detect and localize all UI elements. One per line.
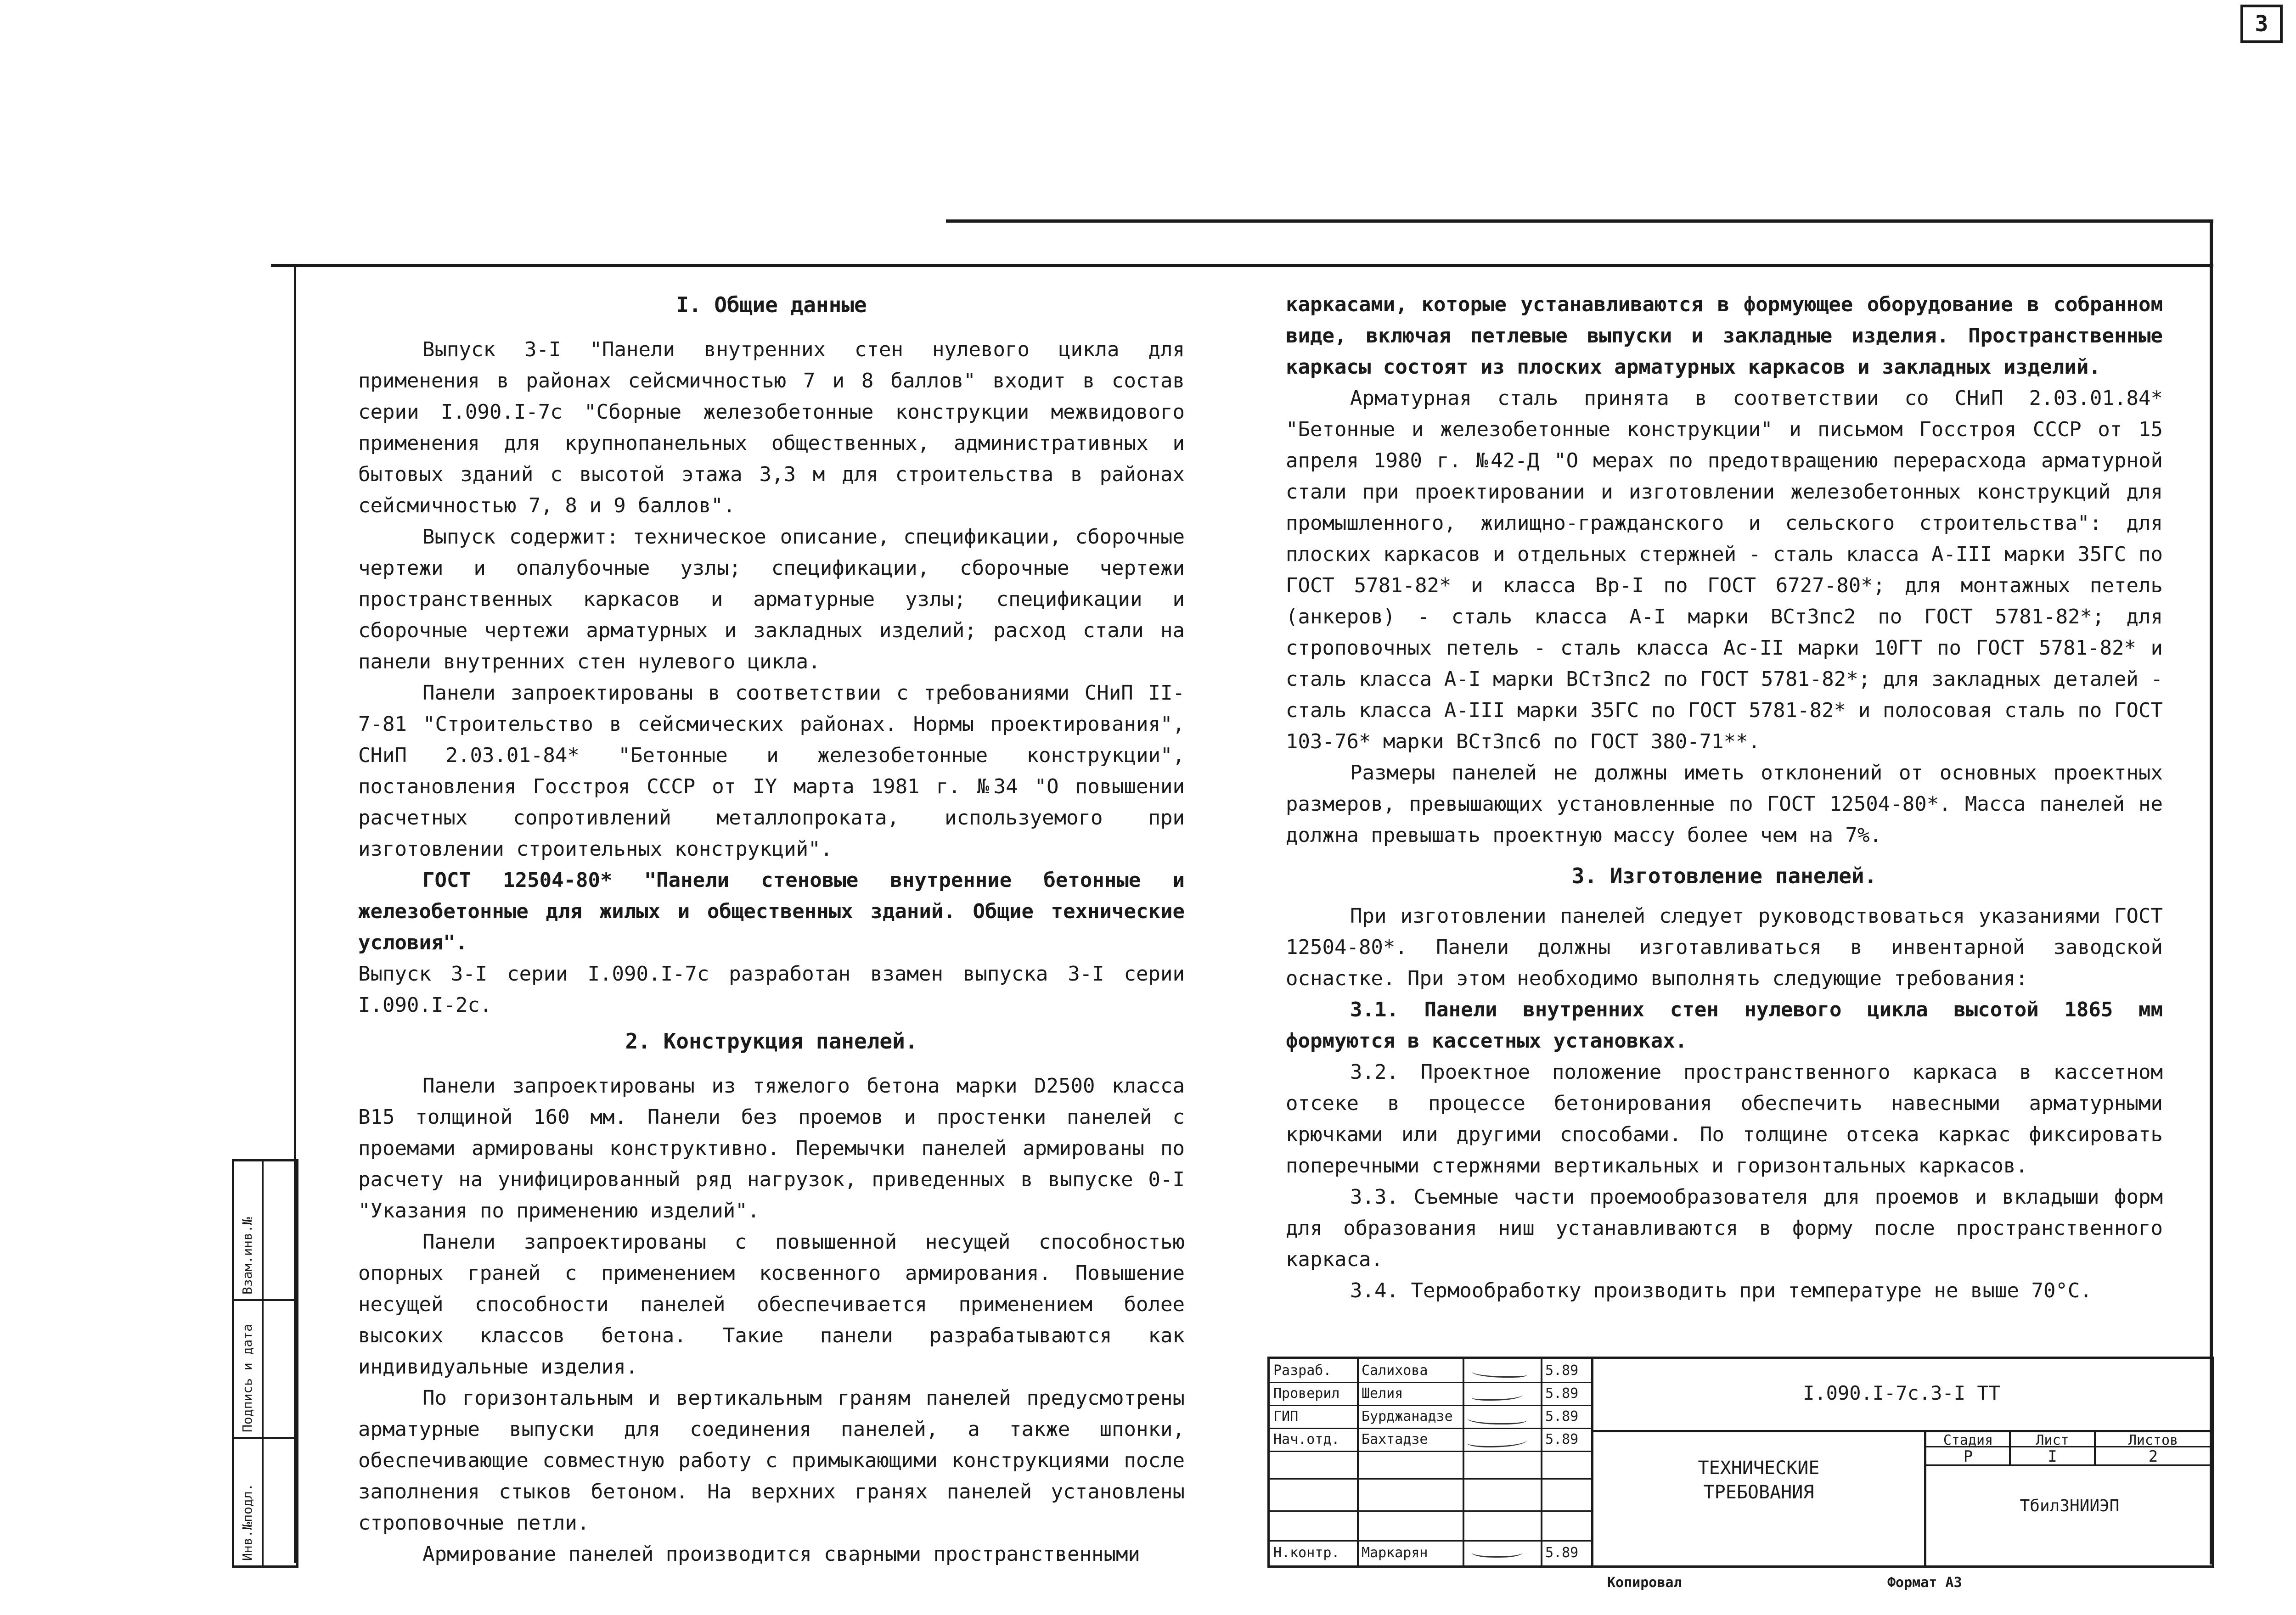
paragraph: Арматурная сталь принята в соответствии со СНиП 2.03.01.84* "Бетонные и железобетонные конструкции" и письмом Госстроя СССР от 15 апреля 1980 г. №42-Д "О мерах по предотвращению перерасхода арматурной стали при проектировании и изготовлении железобетонных конструкций для промышленного, жилищно-гражданского и сельского строительства": для плоских каркасов и отдельных стержней - сталь класса А-III марки 35ГС по ГОСТ 5781-82* и класса Вр-I по ГОСТ 6727-80*; для монтажных петель (анкеров) - сталь класса А-I марки ВСт3пс2 по ГОСТ 5781-82*; для строповочных петель - сталь класса Ас-II марки 10ГТ по ГОСТ 5781-82* и сталь класса А-I марки ВСт3пс2 по ГОСТ 5781-82*; для закладных деталей - сталь класса А-III марки 35ГС по ГОСТ 5781-82* и полосовая сталь по ГОСТ 103-76* марки ВСт3пс6 по ГОСТ 380-71**. <box>1286 387 2163 753</box>
side-label-inv-original: Инв.№подл. <box>240 1483 255 1561</box>
format-label: Формат А3 <box>1887 1575 1962 1591</box>
paragraph: При изготовлении панелей следует руководствоваться указаниями ГОСТ 12504-80*. Панели должны изготавливаться в инвентарной заводской оснастке. При этом необходимо выполнять следующие требования: <box>1286 904 2163 990</box>
top-border-short <box>946 219 2213 223</box>
right-column <box>1286 289 2163 1307</box>
drawing-designation: I.090.I-7с.3-I ТТ <box>1803 1382 2000 1404</box>
date-cell: 5.89 <box>1545 1385 1579 1402</box>
sheets-label: Листов <box>2128 1432 2178 1448</box>
name-cell: Салихова <box>1362 1363 1428 1379</box>
paragraph: 3.4. Термообработку производить при температуре не выше 70°С. <box>1350 1279 2092 1302</box>
organization-name: ТбилЗНИИЭП <box>2020 1497 2120 1515</box>
name-cell: Бурджанадзе <box>1362 1408 1453 1424</box>
title-block <box>1267 1357 2214 1568</box>
paragraph: Размеры панелей не должны иметь отклонений от основных проектных размеров, превышающих установленные по ГОСТ 12504-80*. Масса панелей не должна превышать проектную массу более чем на 7%. <box>1286 761 2163 847</box>
top-border-long <box>271 264 2213 267</box>
paragraph: Выпуск содержит: техническое описание, спецификации, сборочные чертежи и опалубочные узлы; спецификации, сборочные чертежи пространственных каркасов и арматурные узлы; спецификации и сборочные чертежи арматурных и закладных изделий; расход стали на панели внутренних стен нулевого цикла. <box>358 525 1185 673</box>
paragraph: каркасами, которые устанавливаются в формующее оборудование в собранном виде, включая петлевые выпуски и закладные изделия. Пространственные каркасы состоят из плоских арматурных каркасов и закладных изделий. <box>1286 293 2163 379</box>
paragraph: 3.3. Съемные части проемообразователя для проемов и вкладыши форм для образования ниш устанавливаются в форму после пространственного каркаса. <box>1286 1185 2163 1271</box>
paragraph: Армирование панелей производится сварными пространственными <box>422 1542 1140 1566</box>
date-cell: 5.89 <box>1545 1408 1579 1424</box>
role-cell: Разраб. <box>1273 1363 1332 1379</box>
paragraph: 3.1. Панели внутренних стен нулевого цикла высотой 1865 мм формуются в кассетных установках. <box>1286 998 2163 1053</box>
side-stamp <box>232 1159 298 1568</box>
paragraph: ГОСТ 12504-80* "Панели стеновые внутренние бетонные и железобетонные для жилых и общественных зданий. Общие технические условия". <box>358 869 1185 954</box>
drawing-title-line2: ТРЕБОВАНИЯ <box>1703 1482 1814 1503</box>
role-cell: Н.контр. <box>1273 1545 1340 1561</box>
date-cell: 5.89 <box>1545 1545 1579 1561</box>
paragraph: Выпуск 3-I "Панели внутренних стен нулевого цикла для применения в районах сейсмичностью 7 и 8 баллов" входит в состав серии I.090.I-7с "Сборные железобетонные конструкции межвидового применения для крупнопанельных общественных, административных и бытовых зданий с высотой этажа 3,3 м для строительства в районах сейсмичностью 7, 8 и 9 баллов". <box>358 338 1185 517</box>
signature-mark <box>1472 1547 1522 1558</box>
page-number: 3 <box>2240 5 2283 43</box>
section2-title: 2. Конструкция панелей. <box>625 1029 918 1054</box>
section3-title: 3. Изготовление панелей. <box>1571 864 1877 888</box>
sheet-label: Лист <box>2036 1432 2069 1448</box>
date-cell: 5.89 <box>1545 1431 1579 1447</box>
paragraph: Выпуск 3-I серии I.090.I-7с разработан взамен выпуска 3-I серии I.090.I-2с. <box>358 962 1185 1017</box>
side-label-signature-date: Подпись и дата <box>240 1323 255 1432</box>
date-cell: 5.89 <box>1545 1363 1579 1379</box>
signature-mark <box>1472 1391 1522 1401</box>
signature-mark <box>1467 1436 1527 1447</box>
left-column <box>358 289 1185 1570</box>
paragraph: Панели запроектированы из тяжелого бетона марки D2500 класса B15 толщиной 160 мм. Панели без проемов и простенки панелей с проемами армированы конструктивно. Перемычки панелей армированы по расчету на унифицированный ряд нагрузок, приведенных в выпуске 0-I "Указания по применению изделий". <box>358 1074 1185 1222</box>
name-cell: Шелия <box>1362 1385 1403 1402</box>
signature-mark <box>1467 1413 1527 1424</box>
copied-label: Копировал <box>1607 1575 1682 1591</box>
sheet-value: I <box>2048 1447 2057 1466</box>
sheets-value: 2 <box>2148 1447 2158 1466</box>
paragraph: 3.2. Проектное положение пространственного каркаса в кассетном отсеке в процессе бетонирования обеспечить навесными арматурными крючками или другими способами. По толщине отсека каркас фиксировать поперечными стержнями вертикальных и горизонтальных каркасов. <box>1286 1060 2163 1178</box>
side-label-replacement-inv: Взам.инв.№ <box>240 1217 255 1295</box>
paragraph: Панели запроектированы с повышенной несущей способностью опорных граней с применением косвенного армирования. Повышение несущей способности панелей обеспечивается применением более высоких классов бетона. Такие панели разрабатываются как индивидуальные изделия. <box>358 1230 1185 1379</box>
signature-mark <box>1472 1368 1527 1378</box>
drawing-title-line1: ТЕХНИЧЕСКИЕ <box>1698 1458 1820 1479</box>
role-cell: Нач.отд. <box>1273 1431 1340 1447</box>
role-cell: ГИП <box>1273 1408 1299 1424</box>
name-cell: Бахтадзе <box>1362 1431 1428 1447</box>
paragraph: Панели запроектированы в соответствии с требованиями СНиП II-7-81 "Строительство в сейсмических районах. Нормы проектирования", СНиП 2.03.01-84* "Бетонные и железобетонные конструкции", постановления Госстроя СССР от IY марта 1981 г. №34 "О повышении расчетных сопротивлений металлопроката, используемого при изготовлении строительных конструкций". <box>358 681 1185 861</box>
name-cell: Маркарян <box>1362 1545 1428 1561</box>
stage-label: Стадия <box>1943 1432 1993 1448</box>
stage-value: Р <box>1963 1447 1973 1466</box>
role-cell: Проверил <box>1273 1385 1340 1402</box>
paragraph: По горизонтальным и вертикальным граням панелей предусмотрены арматурные выпуски для соединения панелей, а также шпонки, обеспечивающие совместную работу с примыкающими конструкциями после заполнения стыков бетоном. На верхних гранях панелей установлены строповочные петли. <box>358 1386 1185 1535</box>
section1-title: I. Общие данные <box>676 292 867 317</box>
